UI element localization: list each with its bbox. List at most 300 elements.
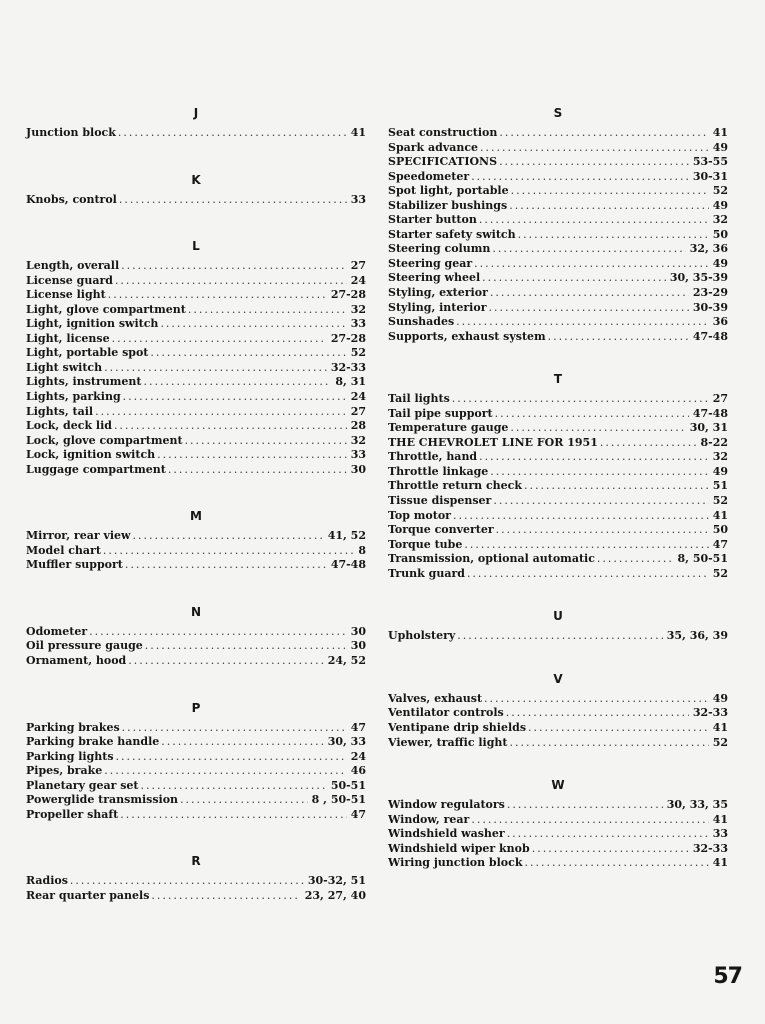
entry-label: Supports, exhaust system <box>388 329 546 343</box>
entry-label: THE CHEVROLET LINE FOR 1951 <box>388 435 598 449</box>
entry-label: Lights, tail <box>26 404 94 418</box>
entry-label: Parking brake handle <box>26 735 160 749</box>
index-section <box>26 854 366 903</box>
entry-label: Parking lights <box>26 749 114 763</box>
entry-page: 49 <box>712 140 728 154</box>
dot-leader <box>104 361 327 376</box>
entry-page: 27 <box>350 404 366 418</box>
index-section <box>26 106 366 141</box>
dot-leader <box>492 242 685 257</box>
entry-page: 47-48 <box>692 406 728 420</box>
index-entry <box>26 889 366 904</box>
dot-leader <box>144 375 332 390</box>
dot-leader <box>123 390 347 405</box>
dot-leader <box>474 257 709 272</box>
dot-leader <box>145 639 347 654</box>
index-entry <box>26 375 366 390</box>
index-entry <box>388 155 728 170</box>
index-entry <box>26 303 366 318</box>
entry-page: 8, 50-51 <box>677 552 728 566</box>
index-entry <box>26 332 366 347</box>
entry-page: 27 <box>712 392 728 406</box>
index-entry <box>26 764 366 779</box>
dot-leader <box>119 193 347 208</box>
entry-page: 32 <box>712 213 728 227</box>
entry-label: Junction block <box>26 126 116 139</box>
index-entry <box>26 721 366 736</box>
dot-leader <box>141 779 327 794</box>
entry-page: 30, 35-39 <box>669 271 728 285</box>
dot-leader <box>133 529 324 544</box>
index-entry <box>388 271 728 286</box>
entry-page: 47 <box>712 537 728 551</box>
entry-label: Top motor <box>388 508 451 522</box>
entry-label: Stabilizer bushings <box>388 198 508 212</box>
entry-page: 50 <box>712 523 728 537</box>
index-section <box>388 106 728 344</box>
entry-label: Throttle, hand <box>388 450 478 464</box>
entry-page: 50-51 <box>330 778 366 792</box>
index-entry <box>388 567 728 582</box>
index-entry <box>388 552 728 567</box>
entry-label: Styling, interior <box>388 300 487 314</box>
dot-leader <box>464 538 708 553</box>
entry-label: Lights, parking <box>26 390 121 404</box>
dot-leader <box>496 523 709 538</box>
entry-page: 30, 33, 35 <box>666 798 728 812</box>
dot-leader <box>103 544 354 559</box>
index-entry <box>388 798 728 813</box>
entry-label: Steering gear <box>388 256 473 270</box>
entry-label: Windshield wiper knob <box>388 841 530 855</box>
section-gap <box>388 344 728 370</box>
dot-leader <box>548 330 689 345</box>
index-section <box>388 672 728 750</box>
index-section <box>26 509 366 573</box>
index-entry <box>26 274 366 289</box>
index-entry <box>388 827 728 842</box>
section-gap <box>26 822 366 852</box>
dot-leader <box>510 736 709 751</box>
dot-leader <box>490 465 708 480</box>
section-letter: K <box>191 172 201 187</box>
index-entry <box>388 813 728 828</box>
index-entry <box>26 361 366 376</box>
entry-page: 32 <box>350 302 366 316</box>
section-letter: P <box>191 700 201 715</box>
dot-leader <box>457 629 662 644</box>
index-entry <box>388 450 728 465</box>
dot-leader <box>112 332 327 347</box>
entry-label: Seat construction <box>388 126 498 139</box>
entry-label: Steering column <box>388 242 491 256</box>
dot-leader <box>495 407 689 422</box>
section-letter: N <box>190 604 202 619</box>
entry-label: SPECIFICATIONS <box>388 155 498 169</box>
entry-label: Transmission, optional automatic <box>388 552 595 566</box>
entry-page: 33 <box>350 317 366 331</box>
section-gap <box>388 750 728 776</box>
index-entry <box>388 736 728 751</box>
entry-label: Pipes, brake <box>26 764 103 778</box>
entry-page: 30 <box>350 462 366 476</box>
entry-page: 32-33 <box>692 841 728 855</box>
entry-page: 24 <box>350 273 366 287</box>
index-entry <box>26 874 366 889</box>
entry-page: 30 <box>350 624 366 638</box>
entry-page: 52 <box>712 566 728 580</box>
entry-label: Lock, deck lid <box>26 419 112 433</box>
entry-label: Parking brakes <box>26 720 120 734</box>
entry-label: Torque converter <box>388 523 494 537</box>
index-entry <box>26 529 366 544</box>
entry-label: Powerglide transmission <box>26 793 179 807</box>
entry-label: Mirror, rear view <box>26 529 131 543</box>
entry-page: 41, 52 <box>327 529 366 543</box>
entry-label: Ornament, hood <box>26 654 127 668</box>
section-letter: J <box>193 106 199 120</box>
entry-label: Tail pipe support <box>388 406 493 420</box>
entry-page: 49 <box>712 464 728 478</box>
index-entry <box>388 842 728 857</box>
entry-page: 41 <box>712 812 728 826</box>
entry-label: Model chart <box>26 543 101 557</box>
section-letter: T <box>553 372 563 387</box>
entry-page: 33 <box>712 827 728 841</box>
page-number: 57 <box>713 964 742 989</box>
entry-page: 41 <box>712 856 728 870</box>
index-entry <box>26 779 366 794</box>
index-section <box>26 701 366 823</box>
entry-page: 28 <box>350 419 366 433</box>
dot-leader <box>480 141 709 156</box>
index-column-left <box>26 104 366 904</box>
dot-leader <box>108 288 327 303</box>
entry-page: 53-55 <box>692 155 728 169</box>
entry-page: 47 <box>350 807 366 821</box>
dot-leader <box>506 706 689 721</box>
entry-label: Window regulators <box>388 798 505 812</box>
entry-page: 30, 33 <box>327 735 366 749</box>
entry-page: 32-33 <box>330 360 366 374</box>
entry-label: Valves, exhaust <box>388 691 483 705</box>
dot-leader <box>484 692 709 707</box>
index-entry <box>26 259 366 274</box>
dot-leader <box>507 798 663 813</box>
index-entry <box>26 808 366 823</box>
entry-label: Light, portable spot <box>26 346 149 360</box>
entry-page: 27-28 <box>330 331 366 345</box>
dot-leader <box>180 793 308 808</box>
dot-leader <box>185 434 347 449</box>
index-entry <box>388 523 728 538</box>
entry-page: 23, 27, 40 <box>304 888 366 902</box>
index-entry <box>388 228 728 243</box>
dot-leader <box>95 405 347 420</box>
dot-leader <box>597 552 674 567</box>
entry-label: Trunk guard <box>388 566 465 580</box>
entry-label: License guard <box>26 273 113 287</box>
dot-leader <box>114 419 347 434</box>
dot-leader <box>122 721 347 736</box>
index-entry <box>388 330 728 345</box>
index-entry <box>26 193 366 208</box>
entry-label: Spark advance <box>388 140 479 154</box>
dot-leader <box>479 450 709 465</box>
dot-leader <box>511 184 709 199</box>
index-entry <box>388 126 728 141</box>
dot-leader <box>471 813 708 828</box>
entry-label: Spot light, portable <box>388 184 509 198</box>
entry-label: Odometer <box>26 624 88 638</box>
entry-page: 24 <box>350 749 366 763</box>
index-entry <box>26 750 366 765</box>
dot-leader <box>452 392 709 407</box>
dot-leader <box>157 448 347 463</box>
entry-label: Windshield washer <box>388 827 505 841</box>
entry-label: Steering wheel <box>388 271 481 285</box>
dot-leader <box>89 625 347 640</box>
index-entry <box>388 315 728 330</box>
entry-label: Luggage compartment <box>26 462 166 476</box>
dot-leader <box>499 126 708 141</box>
entry-label: Knobs, control <box>26 192 117 206</box>
index-entry <box>26 625 366 640</box>
entry-label: License light <box>26 288 106 302</box>
entry-label: Rear quarter panels <box>26 888 150 902</box>
entry-page: 32, 36 <box>689 242 728 256</box>
dot-leader <box>115 274 347 289</box>
entry-label: Wiring junction block <box>388 856 523 870</box>
entry-label: Length, overall <box>26 259 120 273</box>
entry-label: Oil pressure gauge <box>26 639 143 653</box>
entry-label: Window, rear <box>388 812 470 826</box>
index-entry <box>388 184 728 199</box>
entry-label: Light, ignition switch <box>26 317 159 331</box>
index-entry <box>388 494 728 509</box>
section-gap <box>388 581 728 607</box>
entry-label: Light switch <box>26 360 103 374</box>
index-entry <box>26 558 366 573</box>
dot-leader <box>453 509 709 524</box>
entry-page: 30-39 <box>692 300 728 314</box>
section-letter: V <box>553 671 563 686</box>
entry-page: 41 <box>712 508 728 522</box>
index-entry <box>26 405 366 420</box>
entry-page: 30, 31 <box>689 421 728 435</box>
dot-leader <box>160 317 346 332</box>
dot-leader <box>150 346 346 361</box>
index-entry <box>388 286 728 301</box>
entry-page: 49 <box>712 691 728 705</box>
section-letter: R <box>191 854 201 869</box>
dot-leader <box>507 827 709 842</box>
dot-leader <box>509 199 708 214</box>
dot-leader <box>532 842 689 857</box>
index-entry <box>26 735 366 750</box>
entry-page: 50 <box>712 227 728 241</box>
index-entry <box>388 407 728 422</box>
dot-leader <box>490 286 689 301</box>
entry-page: 52 <box>712 184 728 198</box>
dot-leader <box>121 259 347 274</box>
dot-leader <box>120 808 346 823</box>
dot-leader <box>125 558 327 573</box>
dot-leader <box>479 213 709 228</box>
dot-leader <box>456 315 709 330</box>
entry-label: Throttle return check <box>388 479 522 493</box>
index-entry <box>26 390 366 405</box>
dot-leader <box>524 479 709 494</box>
entry-page: 8-22 <box>700 435 728 449</box>
index-entry <box>388 170 728 185</box>
entry-label: Tissue dispenser <box>388 494 492 508</box>
dot-leader <box>467 567 709 582</box>
index-entry <box>26 654 366 669</box>
dot-leader <box>528 721 709 736</box>
index-entry <box>26 288 366 303</box>
entry-page: 30-32, 51 <box>307 874 366 888</box>
entry-label: Styling, exterior <box>388 286 488 300</box>
entry-label: Lock, glove compartment <box>26 433 183 447</box>
dot-leader <box>482 271 666 286</box>
index-entry <box>26 544 366 559</box>
entry-page: 32-33 <box>692 706 728 720</box>
index-entry <box>26 317 366 332</box>
entry-label: Throttle linkage <box>388 464 489 478</box>
entry-label: Ventilator controls <box>388 706 504 720</box>
index-entry <box>388 692 728 707</box>
section-gap <box>26 141 366 171</box>
entry-page: 49 <box>712 256 728 270</box>
entry-page: 33 <box>350 448 366 462</box>
dot-leader <box>471 170 689 185</box>
entry-page: 8 , 50-51 <box>311 793 366 807</box>
dot-leader <box>518 228 709 243</box>
dot-leader <box>510 421 685 436</box>
entry-page: 36 <box>712 315 728 329</box>
entry-page: 33 <box>350 192 366 206</box>
index-entry <box>388 721 728 736</box>
index-entry <box>388 856 728 871</box>
entry-label: Tail lights <box>388 392 450 406</box>
entry-label: Sunshades <box>388 315 455 329</box>
dot-leader <box>70 874 304 889</box>
index-entry <box>26 639 366 654</box>
entry-page: 27-28 <box>330 288 366 302</box>
entry-label: Ventipane drip shields <box>388 720 527 734</box>
dot-leader <box>151 889 300 904</box>
index-entry <box>26 434 366 449</box>
entry-page: 32 <box>712 450 728 464</box>
dot-leader <box>488 301 688 316</box>
index-entry <box>26 463 366 478</box>
index-entry <box>388 301 728 316</box>
section-gap <box>26 573 366 603</box>
dot-leader <box>188 303 347 318</box>
index-entry <box>388 199 728 214</box>
index-entry <box>26 793 366 808</box>
entry-page: 41 <box>712 720 728 734</box>
entry-label: Light, glove compartment <box>26 302 186 316</box>
entry-label: Propeller shaft <box>26 807 119 821</box>
dot-leader <box>118 126 347 141</box>
index-section <box>388 372 728 581</box>
entry-label: Starter safety switch <box>388 227 516 241</box>
entry-page: 23-29 <box>692 286 728 300</box>
index-entry <box>388 213 728 228</box>
entry-page: 41 <box>712 126 728 139</box>
entry-label: Starter button <box>388 213 477 227</box>
dot-leader <box>499 155 689 170</box>
entry-page: 52 <box>350 346 366 360</box>
index-entry <box>388 538 728 553</box>
entry-page: 41 <box>350 126 366 139</box>
index-entry <box>388 257 728 272</box>
index-section <box>388 778 728 871</box>
section-letter: M <box>190 509 202 524</box>
entry-page: 24 <box>350 390 366 404</box>
index-entry <box>388 392 728 407</box>
dot-leader <box>168 463 347 478</box>
entry-page: 32 <box>350 433 366 447</box>
entry-page: 8 <box>358 543 366 557</box>
entry-page: 30 <box>350 639 366 653</box>
section-letter: L <box>192 239 200 254</box>
section-gap <box>26 207 366 237</box>
section-letter: S <box>553 106 563 120</box>
entry-page: 30-31 <box>692 169 728 183</box>
entry-page: 47-48 <box>692 329 728 343</box>
index-entry <box>388 706 728 721</box>
dot-leader <box>493 494 708 509</box>
entry-label: Lights, instrument <box>26 375 142 389</box>
section-letter: U <box>553 609 563 624</box>
index-entry <box>388 509 728 524</box>
section-letter: W <box>551 778 565 793</box>
section-gap <box>26 669 366 699</box>
index-entry <box>388 242 728 257</box>
entry-label: Light, license <box>26 331 110 345</box>
index-section <box>26 239 366 477</box>
dot-leader <box>524 856 708 871</box>
entry-page: 24, 52 <box>327 654 366 668</box>
dot-leader <box>600 436 697 451</box>
entry-page: 47-48 <box>330 558 366 572</box>
section-gap <box>388 644 728 670</box>
index-entry <box>26 419 366 434</box>
index-entry <box>26 448 366 463</box>
entry-label: Temperature gauge <box>388 421 509 435</box>
entry-page: 27 <box>350 259 366 273</box>
dot-leader <box>128 654 323 669</box>
entry-label: Viewer, traffic light <box>388 735 508 749</box>
entry-page: 46 <box>350 764 366 778</box>
index-entry <box>388 421 728 436</box>
entry-page: 52 <box>712 494 728 508</box>
entry-page: 49 <box>712 198 728 212</box>
dot-leader <box>161 735 323 750</box>
dot-leader <box>104 764 346 779</box>
index-entry <box>26 126 366 141</box>
index-column-right <box>388 104 728 871</box>
entry-label: Lock, ignition switch <box>26 448 156 462</box>
entry-label: Planetary gear set <box>26 778 139 792</box>
entry-page: 35, 36, 39 <box>666 629 728 643</box>
entry-label: Radios <box>26 874 68 888</box>
dot-leader <box>116 750 347 765</box>
entry-label: Muffler support <box>26 558 123 572</box>
